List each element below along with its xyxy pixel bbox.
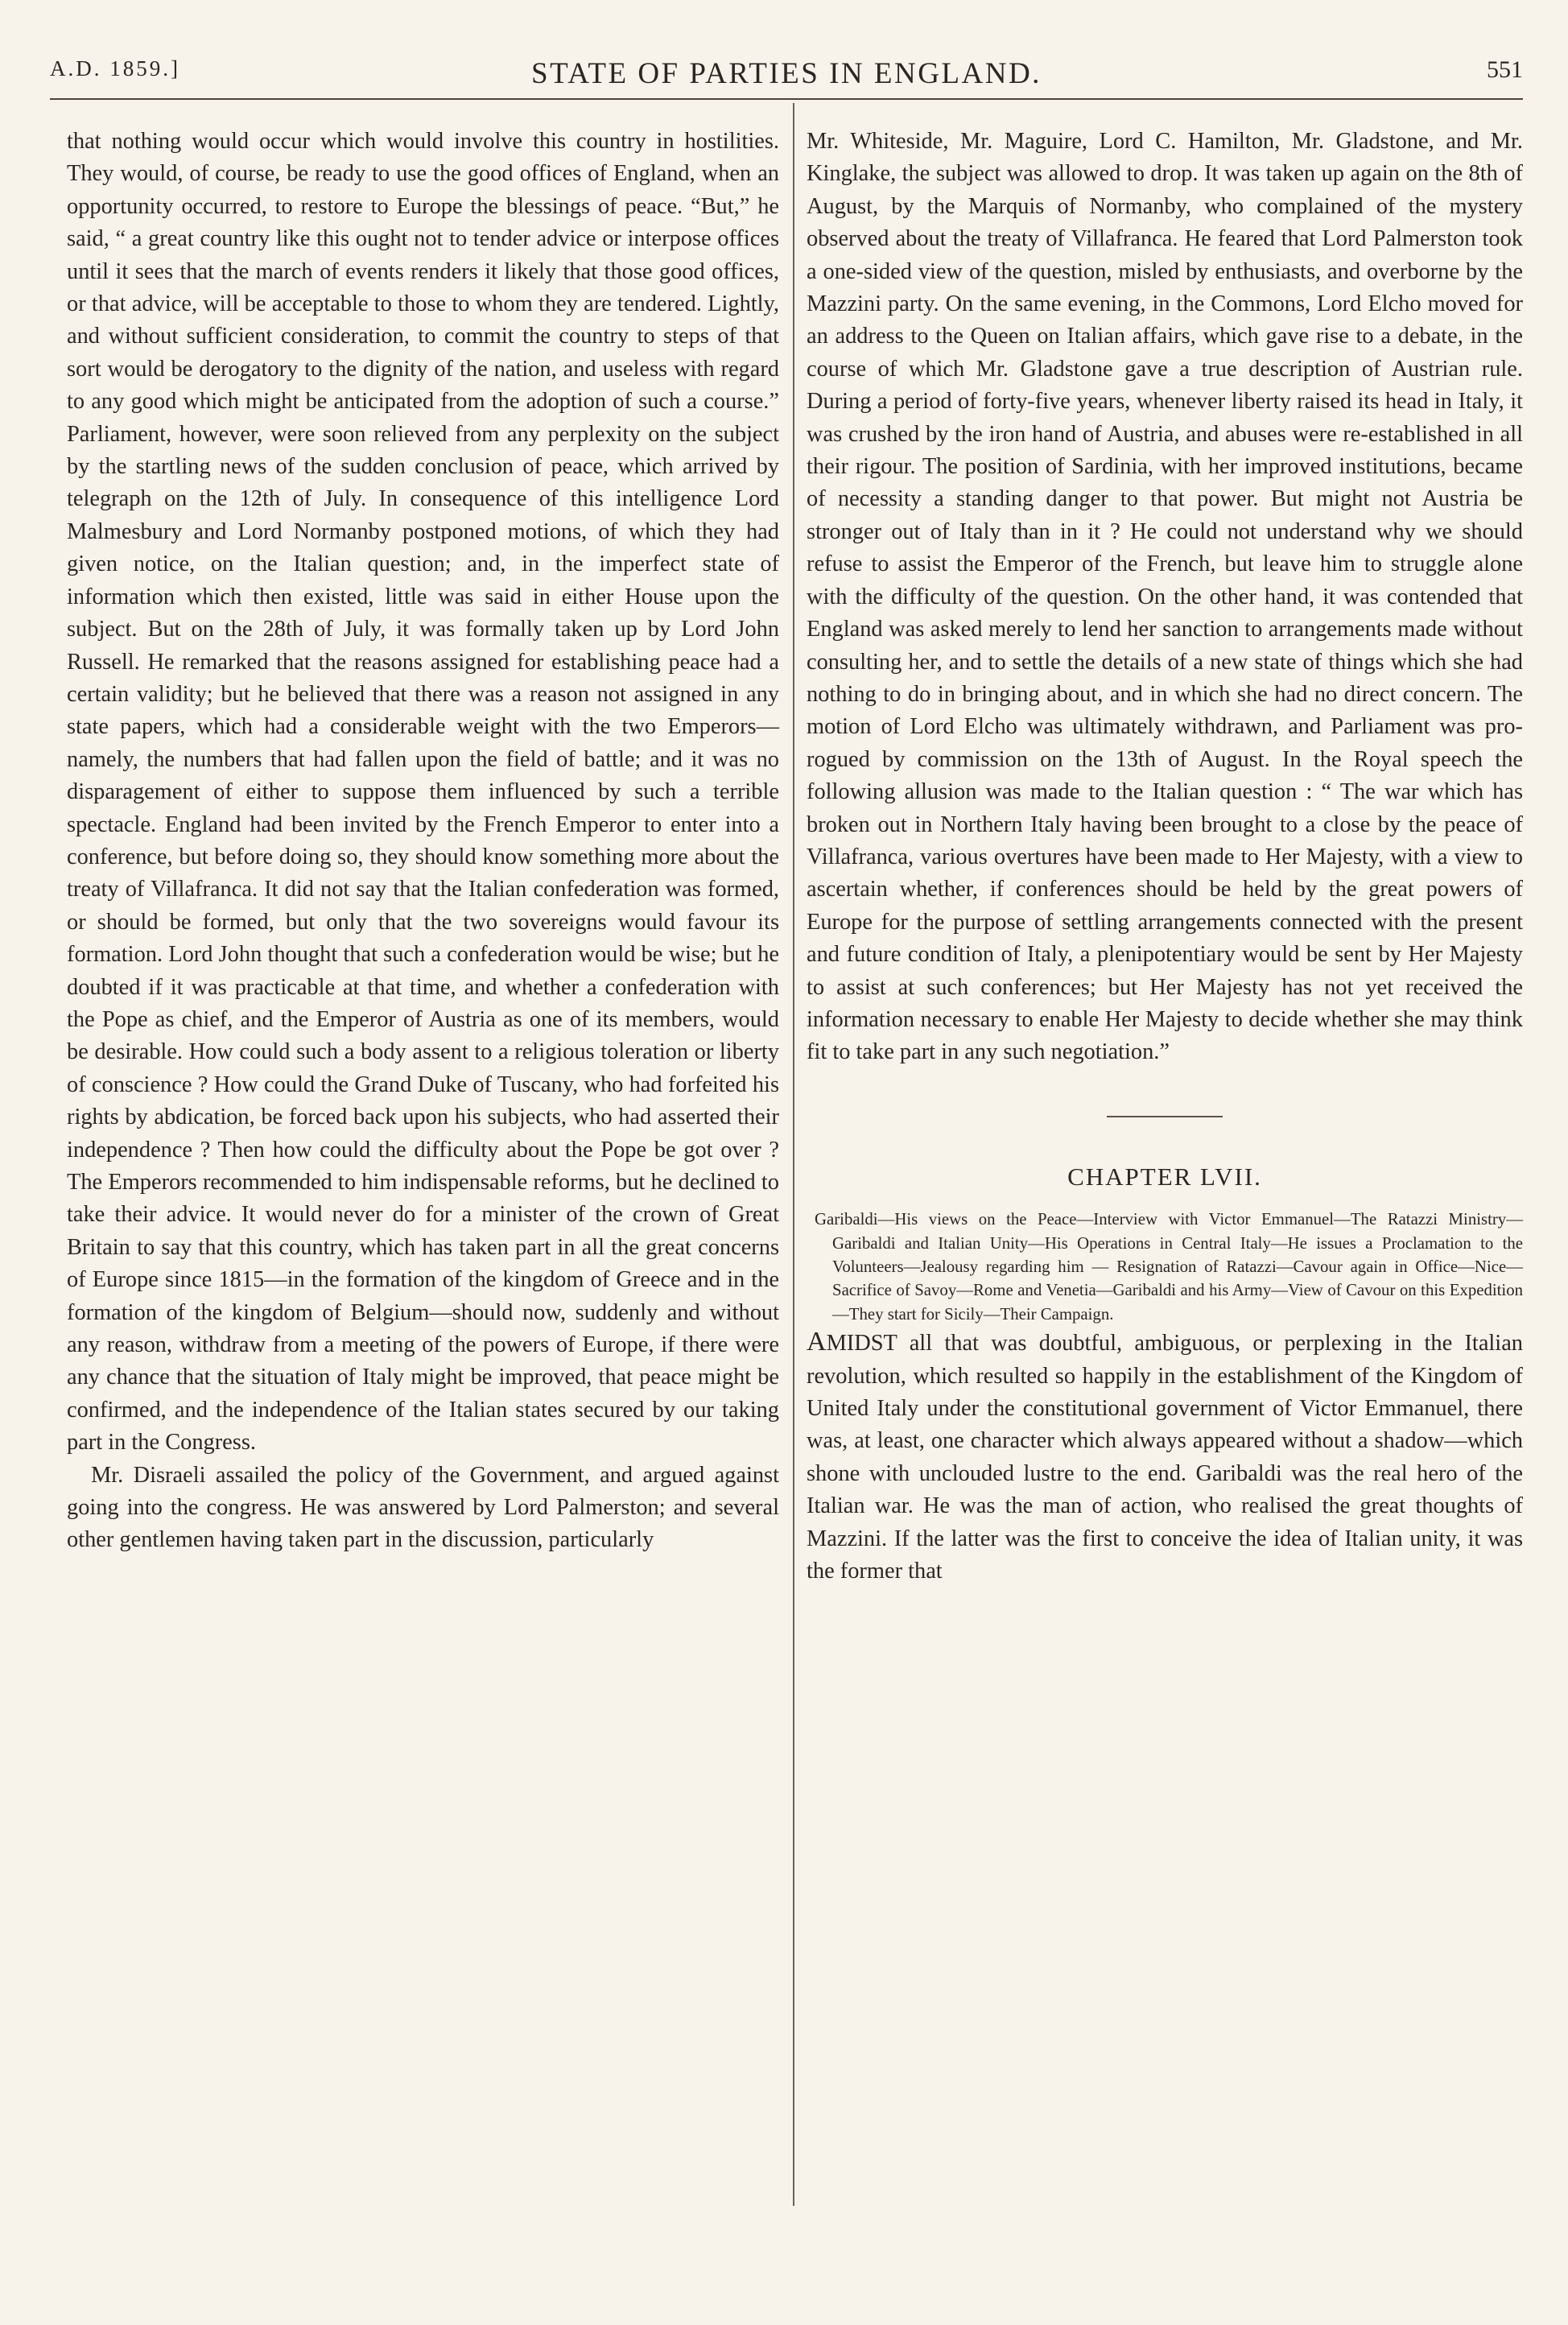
page-number: 551	[1487, 56, 1523, 83]
running-header	[50, 56, 1523, 97]
body-paragraph: Mr. Disraeli assailed the policy of the Government, and argued against going into the congress. He was answered by Lord Palmerston; and several other gentlemen having taken part in the discussion, particularly	[67, 1462, 779, 1553]
body-paragraph: Mr. Whiteside, Mr. Maguire, Lord C. Hamilton, Mr. Gladstone, and Mr. Kinglake, the subject was allowed to drop. It was taken up again on the 8th of August, by the Marquis of Normanby, who complained of the mystery observed about the treaty of Villafranca. He feared that Lord Palmerston took a one-sided view of the question, misled by enthusiasts, and overborne by the Mazzini party. On the same evening, in the Commons, Lord Elcho moved for an address to the Queen on Italian affairs, which gave rise to a debate, in the course of which Mr. Gladstone gave a true description of Austrian rule. During a period of forty-five years, whenever liberty raised its head in Italy, it was crushed by the iron hand of Austria, and abuses were re-established in all their rigour. The position of Sardinia, with her improved institutions, became of necessity a standing danger to that power. But might not Austria be stronger out of Italy than in it ? He could not understand why we should refuse to assist the Emperor of the French, but leave him to struggle alone with the difficulty of the question. On the other hand, it was contended that England was asked merely to lend her sanction to arrangements made without consulting her, and to settle the details of a new state of things which she had nothing to do in bringing about, and in which she had no direct concern. The motion of Lord Elcho was ultimately withdrawn, and Parliament was prorogued by commission on the 13th of August. In the Royal speech the following allusion was made to the Italian question : “ The war which has broken out in Northern Italy having been brought to a close by the peace of Villafranca, various overtures have been made to Her Majesty, with a view to ascertain whether, if conferences should be held by the great powers of Europe for the purpose of settling arrangements connected with the present and future condition of Italy, a plenipotentiary would be sent by Her Majesty to assist at such conferences; but Her Majesty has not yet received the information necessary to enable Her Majesty to decide whether she may think fit to take part in any such negotiation.”	[807, 129, 1523, 1065]
header-year: A.D. 1859.]	[50, 56, 180, 81]
header-title: STATE OF PARTIES IN ENGLAND.	[531, 57, 1042, 90]
small-caps-word: MIDST	[826, 1331, 897, 1357]
chapter-title: CHAPTER LVII.	[1067, 1162, 1262, 1191]
initial-letter: A	[807, 1327, 827, 1357]
column-divider	[793, 103, 794, 2206]
paragraph-text: all that was doubtful, ambiguous, or perplexing in the Italian revolution, which resulted so happily in the establishment of the Kingdom of United Italy under the constitutional government of Victor Emmanuel, there was, at least, one character which always appeared without a shadow—which shone with unclouded lustre to the end. Garibaldi was the real hero of the Italian war. He was the man of action, who realised the great thoughts of Mazzini. If the latter was the first to conceive the idea of Italian unity, it was the former that	[807, 1331, 1523, 1584]
left-column	[67, 126, 779, 1557]
chapter-summary: Garibaldi—His views on the Peace—Interview with Victor Emmanuel—The Ratazzi Ministry—Garibaldi and Italian Unity—His Operations in Central Italy—He issues a Proclamation to the Volunteers—Jealousy regarding him — Resignation of Ratazzi—Cavour again in Office—Nice—Sacrifice of Savoy—Rome and Venetia—Garibaldi and his Army—View of Cavour on this Expedition—They start for Sicily—Their Campaign.	[815, 1210, 1523, 1324]
body-paragraph: that nothing would occur which would involve this country in hostilities. They would, of course, be ready to use the good offices of England, when an opportunity occurred, to restore to Europe the blessings of peace. “But,” he said, “ a great country like this ought not to tender advice or interpose offices until it sees that the march of events renders it likely that those good offices, or that advice, will be acceptable to those to whom they are tendered. Lightly, and without sufficient consideration, to commit the country to steps of that sort would be derogatory to the dignity of the nation, and useless with regard to any good which might be anticipated from the adoption of such a course.” Parliament, however, were soon relieved from any perplexity on the subject by the startling news of the sudden conclusion of peace, which arrived by telegraph on the 12th of July. In consequence of this intelligence Lord Malmesbury and Lord Normanby postponed motions, of which they had given notice, on the Italian question; and, in the imperfect state of information which then existed, little was said in either House upon the subject. But on the 28th of July, it was formally taken up by Lord John Russell. He remarked that the reasons assigned for establishing peace had a certain validity; but he believed that there was a reason not assigned in any state papers, which had a considerable weight with the two Emperors—namely, the numbers that had fallen upon the field of battle; and it was no disparagement of either to suppose them influenced by such a terrible spectacle. England had been invited by the French Emperor to enter into a conference, but before doing so, they should know something more about the treaty of Villafranca. It did not say that the Italian confederation was formed, or should be formed, but only that the two sovereigns would favour its formation. Lord John thought that such a confederation would be wise; but he doubted if it was practicable at that time, and whether a confederation with the Pope as chief, and the Emperor of Austria as one of its members, would be desirable. How could such a body assent to a religious toleration or liberty of conscience ? How could the Grand Duke of Tuscany, who had forfeited his rights by abdication, be forced back upon his subjects, who had asserted their independence ? Then how could the difficulty about the Pope be got over ? The Emperors recommended to him indispensable reforms, but he declined to take their advice. It would never do for a minister of the crown of Great Britain to say that this country, which has taken part in all the great concerns of Europe since 1815—in the formation of the kingdom of Greece and in the formation of the kingdom of Belgium—should now, suddenly and without any reason, withdraw from a meeting of the powers of Europe, if there were any chance that the situation of Italy might be improved, that peace might be confirmed, and the independence of the Italian states secured by our taking part in the Congress.	[67, 129, 779, 1456]
section-separator	[1107, 1116, 1223, 1117]
body-paragraph	[807, 1326, 1523, 1588]
right-column	[807, 126, 1523, 1588]
header-rule	[50, 98, 1523, 100]
